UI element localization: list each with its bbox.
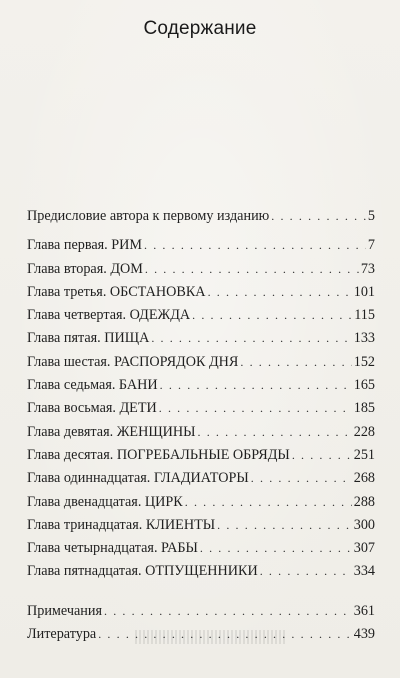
toc-entry-label: Глава третья. ОБСТАНОВКА	[27, 283, 206, 300]
toc-entry-literature	[27, 623, 375, 646]
toc-entry-label: Глава десятая. ПОГРЕБАЛЬНЫЕ ОБРЯДЫ	[27, 446, 290, 463]
toc-entry-label: Глава четвертая. ОДЕЖДА	[27, 307, 191, 324]
toc-entry-page: 165	[353, 377, 375, 394]
toc-entry-label: Глава пятая. ПИЩА	[27, 330, 150, 347]
toc-entry-chapter-14	[27, 537, 375, 560]
toc-entry-chapter-10	[27, 444, 375, 467]
toc-leader-dots	[251, 467, 352, 490]
toc-entry-chapter-5	[27, 327, 375, 350]
toc-leader-dots	[271, 205, 366, 228]
toc-leader-dots	[240, 351, 351, 374]
toc-entry-page: 133	[353, 330, 375, 347]
toc-entry-page: 152	[353, 353, 375, 370]
toc-entry-label: Глава восьмая. ДЕТИ	[27, 400, 157, 417]
toc-entry-chapter-8	[27, 397, 375, 420]
toc-entry-chapter-4	[27, 304, 375, 327]
toc-entry-page: 7	[367, 237, 375, 254]
toc-entry-label: Глава пятнадцатая. ОТПУЩЕННИКИ	[27, 563, 258, 580]
toc-leader-dots	[192, 304, 352, 327]
toc-entry-label: Глава четырнадцатая. РАБЫ	[27, 540, 198, 557]
toc-leader-dots	[260, 560, 352, 583]
toc-entry-preface	[27, 205, 375, 228]
toc-leader-dots	[198, 421, 352, 444]
toc-entry-chapter-9	[27, 421, 375, 444]
toc-entry-page: 251	[353, 446, 375, 463]
toc-leader-dots	[185, 491, 352, 514]
toc-leader-dots	[159, 397, 352, 420]
toc-leader-dots	[144, 234, 366, 257]
toc-entry-page: 185	[353, 400, 375, 417]
toc-entry-page: 288	[353, 493, 375, 510]
toc-entry-page: 228	[353, 423, 375, 440]
toc-entry-label: Глава седьмая. БАНИ	[27, 377, 158, 394]
toc-entry-page: 5	[367, 208, 375, 224]
toc-entry-chapter-15	[27, 560, 375, 583]
toc-entry-label: Глава вторая. ДОМ	[27, 260, 143, 277]
toc-entry-chapter-13	[27, 514, 375, 537]
toc-entry-chapter-1	[27, 234, 375, 257]
toc-entry-page: 307	[353, 540, 375, 557]
toc-entry-chapter-3	[27, 281, 375, 304]
toc-entry-page: 300	[353, 516, 375, 533]
toc-entry-chapter-6	[27, 351, 375, 374]
toc-leader-dots	[151, 327, 351, 350]
toc-leader-dots	[104, 600, 352, 623]
toc-entry-page: 334	[353, 563, 375, 580]
toc-entry-page: 268	[353, 470, 375, 487]
toc-entry-label: Предисловие автора к первому изданию	[27, 208, 270, 224]
toc-entry-label: Глава двенадцатая. ЦИРК	[27, 493, 183, 510]
toc-entry-page: 73	[360, 260, 375, 277]
toc-leader-dots	[200, 537, 352, 560]
toc-entry-label: Примечания	[27, 602, 102, 619]
toc-leader-dots	[292, 444, 352, 467]
toc-entry-chapter-7	[27, 374, 375, 397]
toc-entry-label: Глава одиннадцатая. ГЛАДИАТОРЫ	[27, 470, 249, 487]
toc-entry-label: Глава первая. РИМ	[27, 237, 143, 254]
toc-entry-label: Глава тринадцатая. КЛИЕНТЫ	[27, 516, 216, 533]
toc-entry-chapter-2	[27, 258, 375, 281]
toc-leader-dots	[160, 374, 352, 397]
toc-entry-label: Литература	[27, 626, 97, 643]
toc-entry-chapter-11	[27, 467, 375, 490]
toc-leader-dots	[217, 514, 352, 537]
toc-entry-label: Глава девятая. ЖЕНЩИНЫ	[27, 423, 196, 440]
toc-entry-chapter-12	[27, 491, 375, 514]
toc-entry-label: Глава шестая. РАСПОРЯДОК ДНЯ	[27, 353, 239, 370]
toc-entry-page: 439	[353, 626, 375, 643]
toc-entry-page: 361	[353, 602, 375, 619]
toc-leader-dots	[145, 258, 359, 281]
toc-leader-dots	[208, 281, 352, 304]
toc-entry-page: 115	[354, 307, 375, 324]
toc-entry-notes	[27, 600, 375, 623]
toc-entry-page: 101	[353, 283, 375, 300]
table-of-contents	[27, 205, 375, 646]
page-title: Содержание	[143, 18, 257, 39]
toc-leader-dots	[98, 623, 351, 646]
